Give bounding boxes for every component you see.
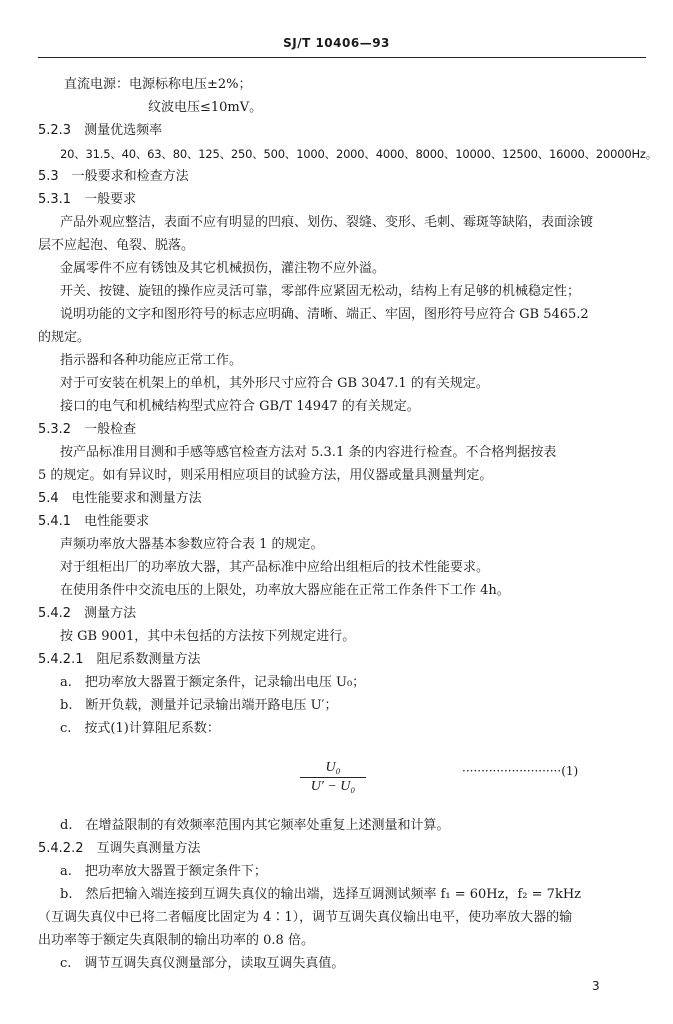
- section-heading-5-4-1: 5.4.1 电性能要求: [38, 514, 150, 529]
- formula-label: ··························(1): [462, 764, 579, 778]
- paragraph-line: 按产品标准用目测和手感等感官检查方法对 5.3.1 条的内容进行检查。不合格判据按表: [60, 445, 557, 460]
- paragraph-line: 5 的规定。如有异议时，则采用相应项目的试验方法，用仪器或量具测量判定。: [38, 468, 493, 483]
- section-heading-5-4-2: 5.4.2 测量方法: [38, 606, 137, 621]
- section-heading-5-4: 5.4 电性能要求和测量方法: [38, 491, 202, 506]
- power-spec-line: 直流电源：电源标称电压±2%；: [64, 77, 252, 92]
- section-heading-5-4-2-1: 5.4.2.1 阻尼系数测量方法: [38, 652, 201, 667]
- paragraph-line: 的规定。: [38, 330, 91, 345]
- list-item: a. 把功率放大器置于额定条件，记录输出电压 U₀；: [60, 675, 366, 690]
- paragraph-line: 开关、按键、旋钮的操作应灵活可靠，零部件应紧固无松动，结构上有足够的机械稳定性；: [60, 284, 581, 299]
- section-heading-5-2-3: 5.2.3 测量优选频率: [38, 123, 163, 138]
- section-heading-5-3-2: 5.3.2 一般检查: [38, 422, 137, 437]
- paragraph-line: 金属零件不应有锈蚀及其它机械损伤，灌注物不应外溢。: [60, 261, 386, 276]
- paragraph-line: 产品外观应整洁，表面不应有明显的凹痕、划伤、裂缝、变形、毛刺、霉斑等缺陷，表面涂镀: [60, 215, 594, 230]
- paragraph-line: 在使用条件中交流电压的上限处，功率放大器应能在正常工作条件下工作 4h。: [60, 583, 510, 598]
- list-item: c. 按式(1)计算阻尼系数：: [60, 721, 220, 736]
- list-item: c. 调节互调失真仪测量部分，读取互调失真值。: [60, 956, 345, 971]
- formula-numerator: U₀: [300, 760, 366, 778]
- section-heading-5-3-1: 5.3.1 一般要求: [38, 192, 137, 207]
- preferred-frequencies-line: 20、31.5、40、63、80、125、250、500、1000、2000、4000、8000、10000、12500、16000、20000Hz。: [60, 147, 658, 161]
- list-item: b. 断开负载，测量并记录输出端开路电压 U′；: [60, 698, 338, 713]
- section-heading-5-3: 5.3 一般要求和检查方法: [38, 169, 189, 184]
- damping-factor-formula: [300, 760, 366, 795]
- paragraph-line: 出功率等于额定失真限制的输出功率的 0.8 倍。: [38, 933, 314, 948]
- paragraph-line: 按 GB 9001，其中未包括的方法按下列规定进行。: [60, 629, 356, 644]
- formula-denominator: U′ − U₀: [310, 779, 356, 794]
- section-heading-5-4-2-2: 5.4.2.2 互调失真测量方法: [38, 841, 201, 856]
- paragraph-line: 说明功能的文字和图形符号的标志应明确、清晰、端正、牢固，图形符号应符合 GB 5465.2: [60, 307, 589, 322]
- list-item: b. 然后把输入端连接到互调失真仪的输出端，选择互调测试频率 f₁ = 60Hz，f₂ = 7kHz: [60, 887, 582, 902]
- list-item: d. 在增益限制的有效频率范围内其它频率处重复上述测量和计算。: [60, 818, 450, 833]
- paragraph-line: （互调失真仪中已将二者幅度比固定为 4∶1），调节互调失真仪输出电平，使功率放大器的输: [38, 910, 573, 925]
- page-number: 3: [592, 979, 600, 993]
- list-item: a. 把功率放大器置于额定条件下；: [60, 864, 267, 879]
- standard-code-header: SJ/T 10406—93: [283, 36, 390, 50]
- paragraph-line: 声频功率放大器基本参数应符合表 1 的规定。: [60, 537, 324, 552]
- paragraph-line: 对于组柜出厂的功率放大器，其产品标准中应给出组柜后的技术性能要求。: [60, 560, 490, 575]
- paragraph-line: 指示器和各种功能应正常工作。: [60, 353, 243, 368]
- header-rule: [38, 57, 646, 58]
- paragraph-line: 层不应起泡、龟裂、脱落。: [38, 238, 195, 253]
- equation-number: (1): [561, 764, 579, 778]
- paragraph-line: 对于可安装在机架上的单机，其外形尺寸应符合 GB 3047.1 的有关规定。: [60, 376, 489, 391]
- ripple-spec-line: 纹波电压≤10mV。: [148, 100, 263, 115]
- paragraph-line: 接口的电气和机械结构型式应符合 GB/T 14947 的有关规定。: [60, 399, 420, 414]
